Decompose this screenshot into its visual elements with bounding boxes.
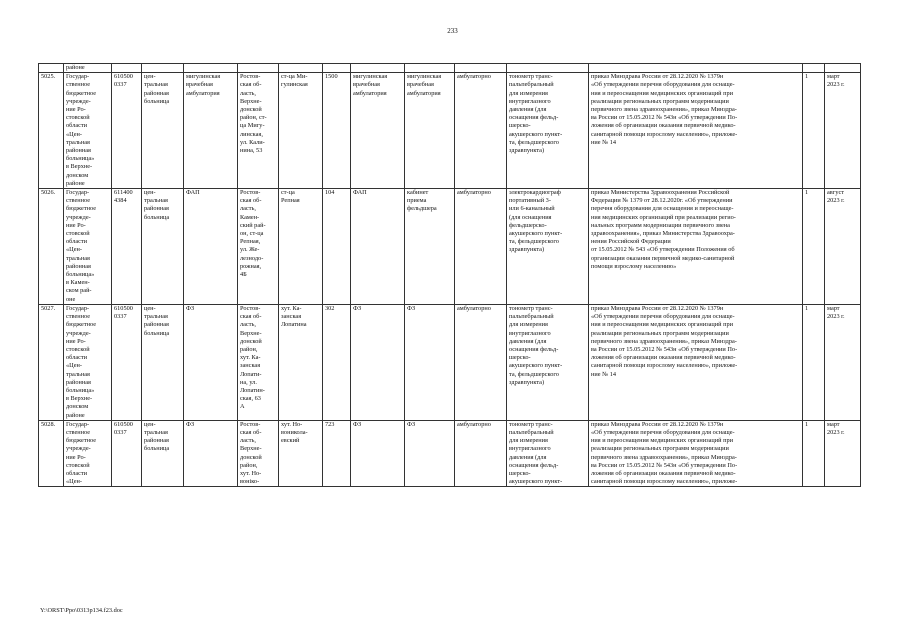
cell-text: 5027. [41,304,56,312]
cell-text: 302 [325,304,335,312]
cell-unit-type [184,189,238,305]
cell-date [825,73,861,189]
cell-text: Ростов- ская об- ласть, Верхне- донской район, хут. Ка- занская Лопати- на, ул. Лопатин- ская, 63 А [240,304,265,411]
cell-equipment [507,420,589,487]
cell-text: приказ Минздрава России от 28.12.2020 № 1379н «Об утверждении перечня оборудования для оснаще- ния и переоснащения медицинских организаций при реализации региональных программ модернизации первичного звена здравоохранения», приказ Минздра- ва России от 15.05.2012 № 543н «Об утверждении По- ложения об организации оказания первичной медико- санитарной помощи взрослому населению», приложе- [591,420,738,486]
cell-num [39,73,64,189]
cell-text: 5025. [41,73,56,81]
cell-text: мигулинская врачебная амбулатория [353,73,388,97]
cell-address [238,420,279,487]
cell-text: 1500 [325,73,338,81]
footer-file-path: Y:\ORST\Ppo\0313p134.f23.doc [40,607,123,614]
cell-date [825,189,861,305]
cell-num [39,304,64,420]
cell-text: цен- тральная районная больница [144,189,170,221]
cell-text: март 2023 г. [827,304,845,321]
cell-order [589,189,803,305]
table-body [39,64,861,487]
table-row [39,73,861,189]
cell-org [64,73,112,189]
cell-text: март 2023 г. [827,73,845,89]
cell-text: ФЗ [186,304,195,312]
cell-text: 1 [805,189,809,197]
cell-text: тонометр транс- пальпебральный для измерения внутриглазного давления (для оснащения фельд- шерско- акушерского пункт- та, фельдшерского здравпункта) [509,304,563,386]
cell-room [405,304,455,420]
cell-text: 610500 0337 [114,420,133,436]
cell-text: 1 [805,420,809,428]
cell-care-form [455,73,507,189]
cell-population [323,420,351,487]
cell-population [323,304,351,420]
cell-text: цен- тральная районная больница [144,73,170,105]
cell-unit-type [184,420,238,487]
cell-order [589,73,803,189]
table-row [39,420,861,487]
cell-parent [142,189,184,305]
cell-org [64,189,112,305]
cell-text: ФАП [353,189,367,197]
cell-qty [803,420,825,487]
cell-population [323,73,351,189]
cell-text: Ростов- ская об- ласть, Верхне- донской район, ст- ца Мигу- линская, ул. Кали- нина, 53 [240,73,267,155]
cell-text: кабинет приема фельдшера [407,189,437,213]
cell-text: Государ- ственное бюджетное учрежде- ние Ро- стовской области «Цен- тральная районная больница» в Камен- ском рай- оне [66,189,96,303]
cell-code [112,189,142,305]
cell-room [405,73,455,189]
cell-text: 5026. [41,189,56,197]
cell-settlement [279,73,323,189]
cell-settlement [279,304,323,420]
cell-text: мигулинская врачебная амбулатория [186,73,221,97]
cell-num [39,189,64,305]
cell-order [589,304,803,420]
cell-text: хут. Но- вониколa- евский [281,420,308,445]
cell-text: ФЗ [353,420,362,428]
cell-qty [803,73,825,189]
cell-order [589,420,803,487]
cell-text: цен- тральная районная больница [144,304,170,337]
cell-text: Государ- ственное бюджетное учрежде- ние Ро- стовской области «Цен- тральная районная больница» в Верхне- донском районе [66,73,96,187]
cell-text: мигулинская врачебная амбулатория [407,73,442,97]
cell-text: амбулаторно [457,304,491,312]
cell-equipment [507,189,589,305]
page-number: 233 [447,27,458,35]
cell-care-form [455,189,507,305]
cell-text: приказ Минздрава России от 28.12.2020 № 1379н «Об утверждении перечня оборудования для оснаще- ния и переоснащения медицинских организаций при реализации региональных программ модернизации первичного звена здравоохранения», приказ Минздра- ва России от 15.05.2012 № 543н «Об утверждении По- ложения об организации оказания первичной медико- санитарной помощи взрослому населению», приложе- ние № 14 [591,73,738,146]
cell-text: электрокардиограф портативный 3- или 6-канальный (для оснащения фельдшерско- акушерского пункт- та, фельдшерского здравпункта) [509,189,563,254]
cell-text: август 2023 г. [827,189,845,205]
cell-text: Ростов- ская об- ласть, Камен- ский рай- он, ст-ца Репная, ул. Же- лезнодо- рожная, 4Б [240,189,266,279]
cell-text: тонометр транс- пальпебральный для измерения внутриглазного давления (для оснащения фельд- шерско- акушерского пункт- та, фельдшерского здравпункта) [509,73,563,155]
cell-settlement [279,189,323,305]
cell-text: 1 [805,73,809,81]
cell-text: ФЗ [353,304,362,312]
cell-text: ФЗ [186,420,195,428]
cell-text: Государ- ственное бюджетное учрежде- ние Ро- стовской области «Цен- тральная районная больница» в Верхне- донском районе [66,304,96,419]
cell-text: ФАП [186,189,200,197]
cell-address [238,73,279,189]
cell-subunit [351,420,405,487]
cell-text: 5028. [41,420,56,428]
table-row [39,189,861,305]
cell-parent [142,420,184,487]
cell-subunit [351,73,405,189]
cell-text: цен- тральная районная больница [144,420,170,453]
cell-code [112,73,142,189]
cell-equipment [507,73,589,189]
cell-care-form [455,420,507,487]
cell-text: ФЗ [407,304,416,312]
cell-text: 610500 0337 [114,73,133,89]
cell-equipment [507,304,589,420]
cell-unit-type [184,304,238,420]
cell-code [112,420,142,487]
cell-text: Государ- ственное бюджетное учрежде- ние Ро- стовской области «Цен- [66,420,96,486]
cell-subunit [351,304,405,420]
cell-text: приказ Минздрава России от 28.12.2020 № 1379н «Об утверждении перечня оборудования для оснаще- ния и переоснащения медицинских организаций при реализации региональных программ модернизации первичного звена здравоохранения», приказ Минздра- ва России от 15.05.2012 № 543н «Об утверждении По- ложения об организации оказания первичной медико- санитарной помощи взрослому населению», приложе- ние № 14 [591,304,738,378]
cell-text: приказ Министерства Здравоохранения Российской Федерации № 1379 от 28.12.2020г. «Об утверждении перечня оборудования для оснащения и переоснаще- ния медицинских организаций при реализации регио- нальных программ модернизации первичного звена здравоохранения», приказ Министерства Здравоохра- нения Российской Федерации от 15.05.2012 № 543 «Об утверждении Положения об организации оказания первичной медико-санитарной помощи взрослому населению» [591,189,736,270]
cell-date [825,304,861,420]
cell-text: ст-ца Ми- гулинская [281,73,308,89]
cell-address [238,304,279,420]
cell-text: амбулаторно [457,73,491,81]
cell-subunit [351,189,405,305]
cell-room [405,420,455,487]
cell-text: 104 [325,189,335,197]
cell-unit-type [184,73,238,189]
cell-text: амбулаторно [457,420,491,428]
cell-settlement [279,420,323,487]
cell-code [112,304,142,420]
cell-org [64,420,112,487]
cell-date [825,420,861,487]
continuation-row [39,64,861,73]
cell-text: 611400 4384 [114,189,133,205]
cell-qty [803,189,825,305]
cell-text: амбулаторно [457,189,491,197]
cell-text: хут. Ка- занская Лопатина [281,304,307,329]
cell-text: 723 [325,420,335,428]
cell-population [323,189,351,305]
cell-care-form [455,304,507,420]
cell-text: Ростов- ская об- ласть, Верхне- донской район, хут. Но- воніко- [240,420,262,486]
cell-parent [142,73,184,189]
table-row [39,304,861,420]
cell-text: март 2023 г. [827,420,845,436]
cell-text: 610500 0337 [114,304,133,321]
cell-text: ФЗ [407,420,416,428]
cell-text: тонометр транс- пальпебральный для измерения внутриглазного давления (для оснащения фельд- шерско- акушерского пункт- [509,420,563,486]
cell-room [405,189,455,305]
cell-num [39,420,64,487]
cell-parent [142,304,184,420]
cell-text: ст-ца Репная [281,189,300,205]
cell-qty [803,304,825,420]
cell-address [238,189,279,305]
cell-org [64,304,112,420]
cell-text: 1 [805,304,809,312]
continuation-text: районе [66,64,85,71]
equipment-table [38,63,861,487]
